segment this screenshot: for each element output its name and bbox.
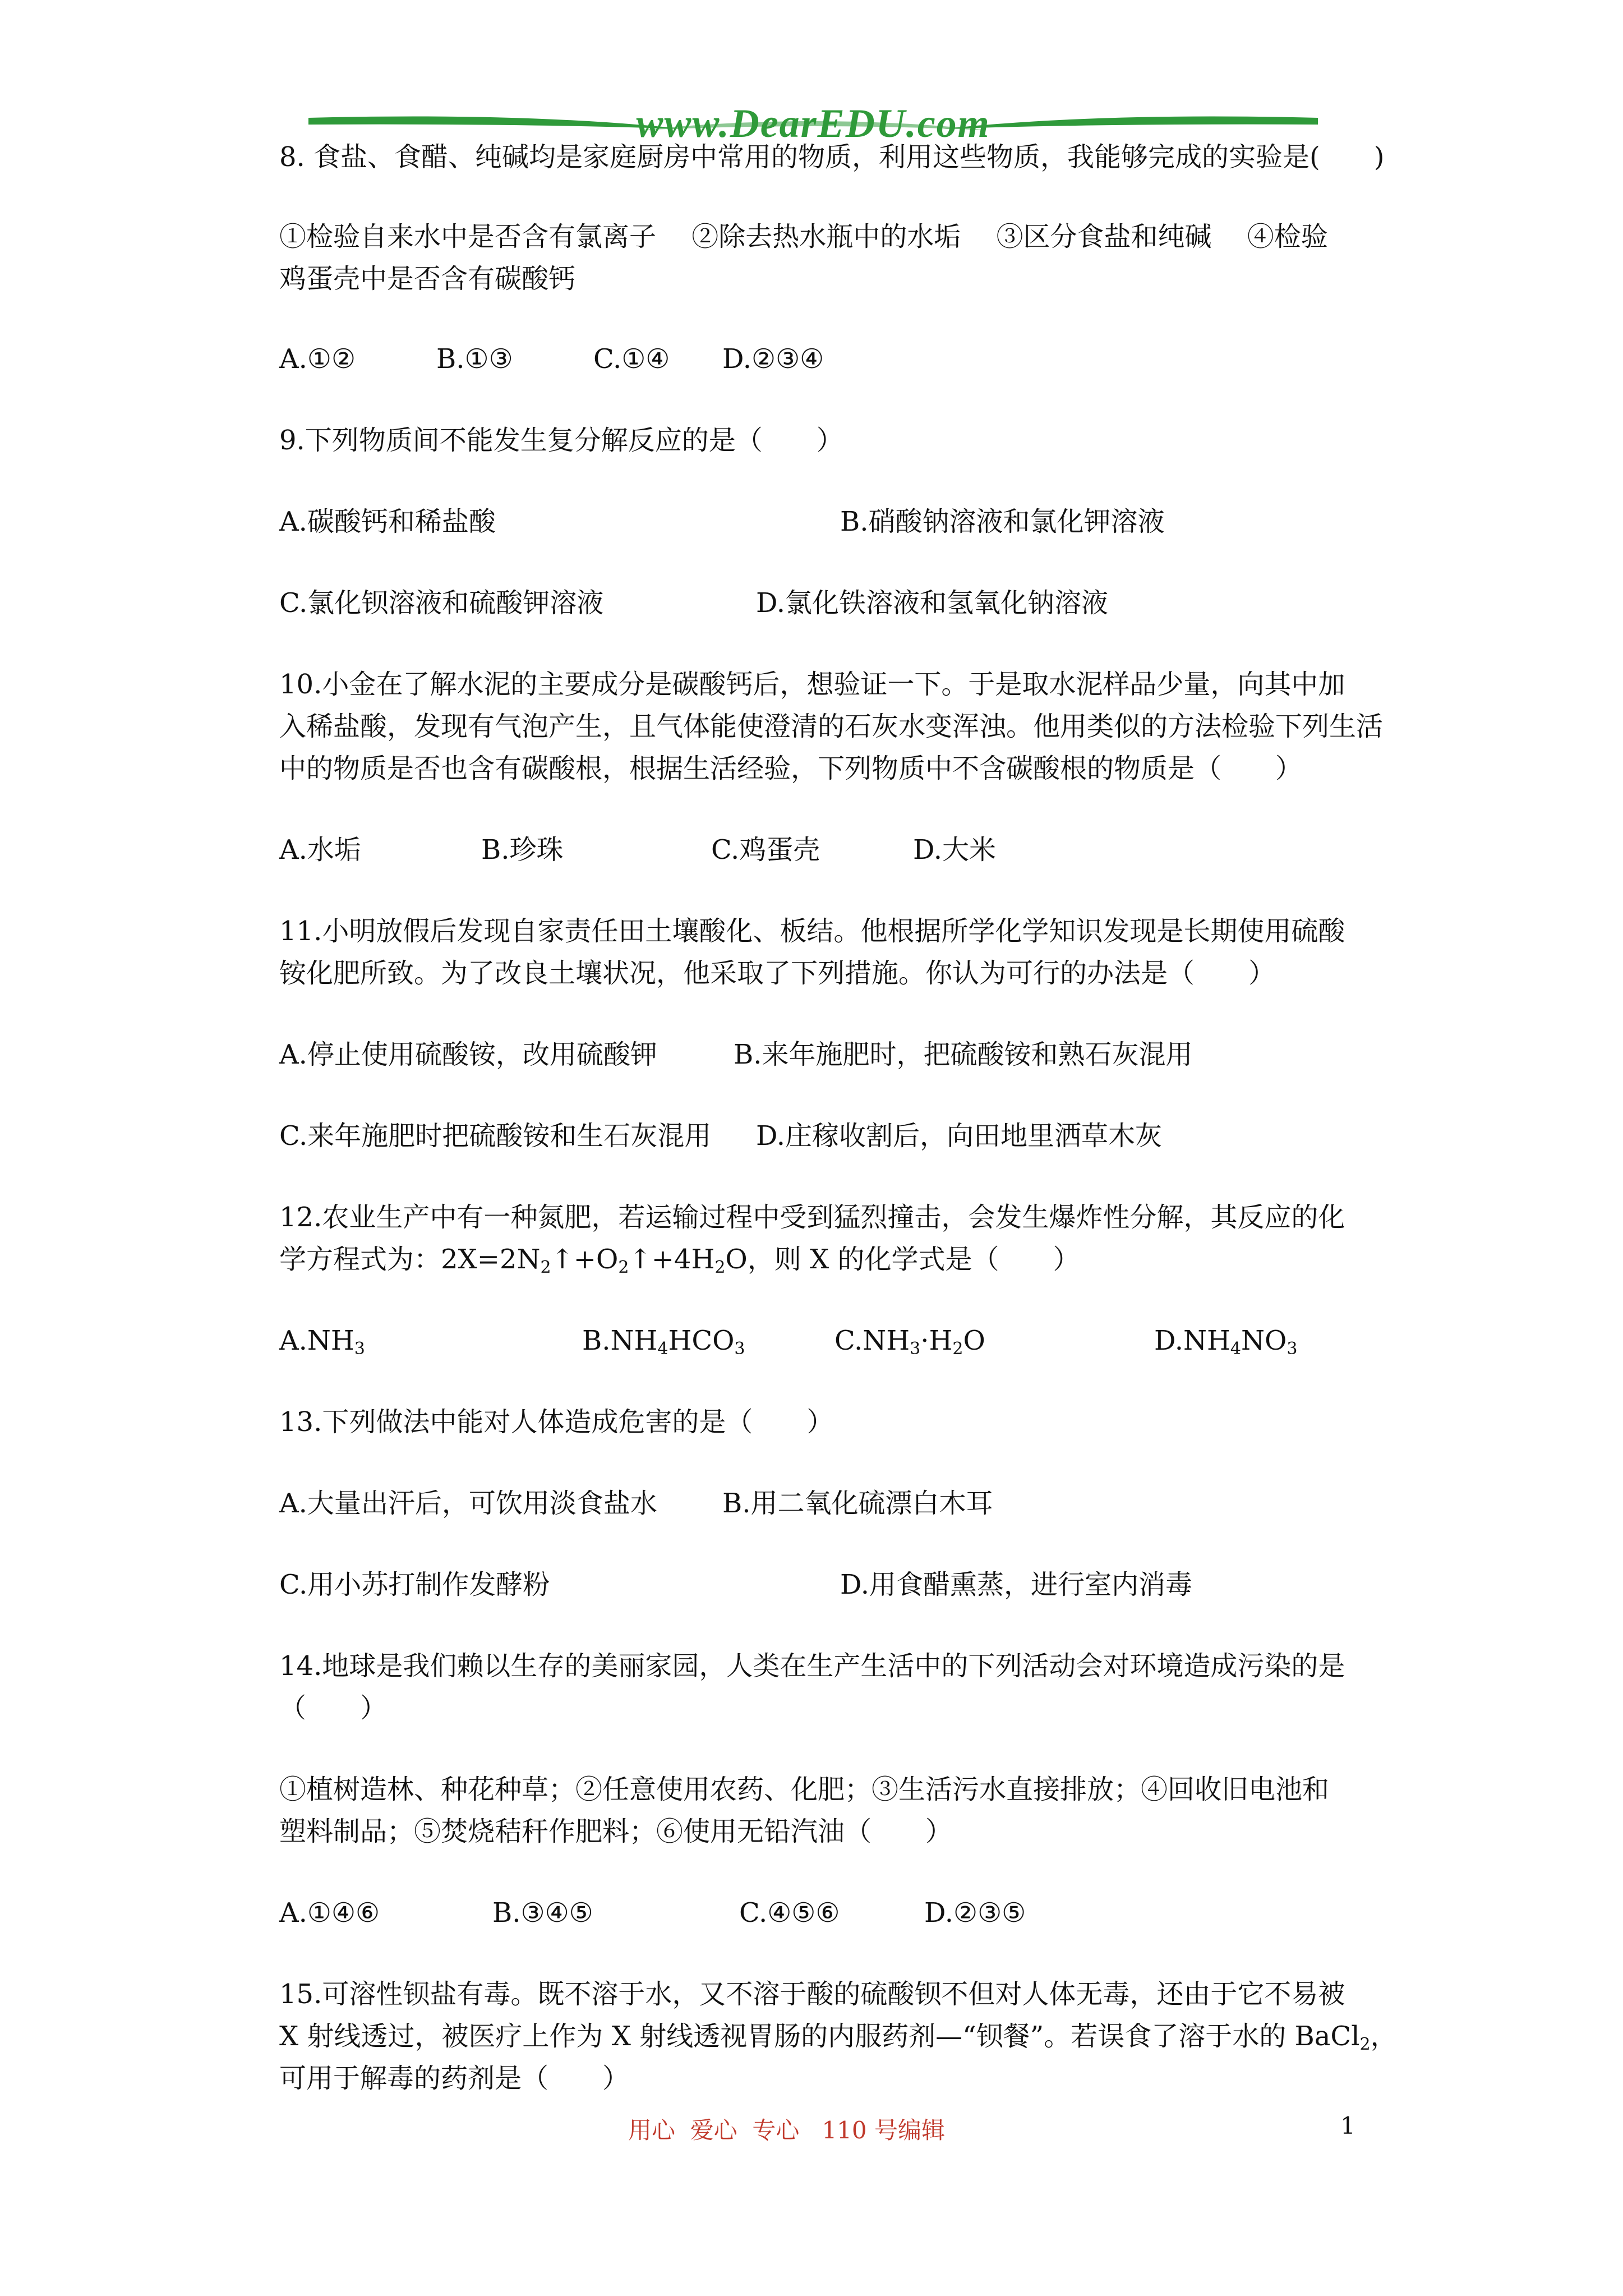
q14-option-d: D.②③⑤ xyxy=(924,1897,1026,1929)
q12-option-a xyxy=(279,1320,365,1362)
q9-option-d: D.氯化铁溶液和氢氧化钠溶液 xyxy=(756,587,1109,619)
q12-option-b-sub: 3 xyxy=(734,1339,745,1359)
page-footer-note: 用心 爱心 专心 110 号编辑 xyxy=(628,2116,945,2144)
q12-option-d-text: NO xyxy=(1241,1325,1287,1356)
q13-option-b: B.用二氧化硫漂白木耳 xyxy=(722,1488,993,1519)
q8-item-line-2: 鸡蛋壳中是否含有碳酸钙 xyxy=(279,263,576,295)
q14-option-c: C.④⑤⑥ xyxy=(739,1897,840,1929)
q12-option-c-sub: 2 xyxy=(952,1339,963,1359)
q12-option-b-sub: 4 xyxy=(657,1339,668,1359)
q10-option-a: A.水垢 xyxy=(279,834,361,866)
q11-option-c: C.来年施肥时把硫酸铵和生石灰混用 xyxy=(279,1120,712,1152)
q12-eq-sub: 2 xyxy=(714,1258,726,1277)
q14-option-a: A.①④⑥ xyxy=(279,1897,380,1929)
q15-line-2-sub: 2 xyxy=(1359,2035,1371,2054)
q12-eq-part: ↑+4H xyxy=(629,1244,715,1275)
q11-option-d: D.庄稼收割后，向田地里洒草木灰 xyxy=(756,1120,1163,1152)
q12-option-c-sub: 3 xyxy=(910,1339,921,1359)
q8-option-d: D.②③④ xyxy=(722,343,824,375)
q15-line-2 xyxy=(279,2016,1423,2058)
q11-option-b: B.来年施肥时，把硫酸铵和熟石灰混用 xyxy=(734,1039,1193,1070)
q12-option-d xyxy=(1154,1320,1297,1362)
q10-option-b: B.珍珠 xyxy=(481,834,564,866)
q9-option-c: C.氯化钡溶液和硫酸钾溶液 xyxy=(279,587,604,619)
page-number: 1 xyxy=(1340,2112,1355,2139)
q12-option-a-text: A.NH xyxy=(279,1325,354,1356)
q12-eq-part: O，则 X 的化学式是（ ） xyxy=(725,1244,1080,1275)
q10-option-c: C.鸡蛋壳 xyxy=(711,834,820,866)
q8-option-a: A.①② xyxy=(279,343,356,375)
q13-option-d: D.用食醋熏蒸，进行室内消毒 xyxy=(840,1569,1193,1600)
q13-option-a: A.大量出汗后，可饮用淡食盐水 xyxy=(279,1488,657,1519)
q15-line-2-text: X 射线透过，被医疗上作为 X 射线透视胃肠的内服药剂—“钡餐”。若误食了溶于水的 BaCl xyxy=(279,2021,1360,2052)
q8-item-line-1: ①检验自来水中是否含有氯离子 ②除去热水瓶中的水垢 ③区分食盐和纯碱 ④检验 xyxy=(279,221,1328,252)
q12-option-d-text: D.NH xyxy=(1154,1325,1230,1356)
q12-option-b-text: HCO xyxy=(668,1325,735,1356)
q12-eq-sub: 2 xyxy=(618,1258,629,1277)
q12-eq-part: ↑+O xyxy=(551,1244,619,1275)
q15-line-3: 可用于解毒的药剂是（ ） xyxy=(279,2063,630,2094)
q12-option-c-text: C.NH xyxy=(834,1325,910,1356)
q12-option-d-sub: 4 xyxy=(1230,1339,1241,1359)
q12-option-c-text: ·H xyxy=(920,1325,953,1356)
q9-option-b: B.硝酸钠溶液和氯化钾溶液 xyxy=(840,506,1165,537)
q11-line-1: 11.小明放假后发现自家责任田土壤酸化、板结。他根据所学化学知识发现是长期使用硫酸 xyxy=(279,915,1345,947)
q12-eq-sub: 2 xyxy=(540,1258,551,1277)
q13-stem: 13.下列做法中能对人体造成危害的是（ ） xyxy=(279,1406,834,1438)
q14-line-1: 14.地球是我们赖以生存的美丽家园，人类在生产生活中的下列活动会对环境造成污染的是 xyxy=(279,1650,1345,1682)
q10-line-2: 入稀盐酸，发现有气泡产生，且气体能使澄清的石灰水变浑浊。他用类似的方法检验下列生活 xyxy=(279,711,1384,742)
q12-eq-part: 学方程式为：2X=2N xyxy=(279,1244,541,1275)
q11-option-a: A.停止使用硫酸铵，改用硫酸钾 xyxy=(279,1039,657,1070)
q11-line-2: 铵化肥所致。为了改良土壤状况，他采取了下列措施。你认为可行的办法是（ ） xyxy=(279,958,1276,989)
q8-stem: 8. 食盐、食醋、纯碱均是家庭厨房中常用的物质，利用这些物质，我能够完成的实验是( ) xyxy=(279,141,1385,173)
q10-line-3: 中的物质是否也含有碳酸根，根据生活经验，下列物质中不含碳酸根的物质是（ ） xyxy=(279,753,1303,784)
q12-option-b xyxy=(582,1320,745,1362)
q8-option-b: B.①③ xyxy=(436,343,513,375)
q12-option-c xyxy=(834,1320,985,1362)
q9-option-a: A.碳酸钙和稀盐酸 xyxy=(279,506,496,537)
q14-option-b: B.③④⑤ xyxy=(492,1897,593,1929)
q14-line-2: （ ） xyxy=(279,1692,388,1724)
q8-option-c: C.①④ xyxy=(593,343,670,375)
q14-line-3: ①植树造林、种花种草；②任意使用农药、化肥；③生活污水直接排放；④回收旧电池和 xyxy=(279,1774,1330,1805)
q12-line-1: 12.农业生产中有一种氮肥，若运输过程中受到猛烈撞击，会发生爆炸性分解，其反应的化 xyxy=(279,1202,1345,1233)
q13-option-c: C.用小苏打制作发酵粉 xyxy=(279,1569,550,1600)
q12-equation-line xyxy=(279,1239,1423,1281)
q12-option-c-text: O xyxy=(963,1325,985,1356)
q10-option-d: D.大米 xyxy=(913,834,997,866)
q15-line-2-text: ， xyxy=(1370,2021,1398,2052)
q12-option-a-sub: 3 xyxy=(354,1339,365,1359)
q9-stem: 9.下列物质间不能发生复分解反应的是（ ） xyxy=(279,425,843,456)
q15-line-1: 15.可溶性钡盐有毒。既不溶于水，又不溶于酸的硫酸钡不但对人体无毒，还由于它不易被 xyxy=(279,1978,1345,2010)
q10-line-1: 10.小金在了解水泥的主要成分是碳酸钙后，想验证一下。于是取水泥样品少量，向其中加 xyxy=(279,669,1345,700)
q12-option-b-text: B.NH xyxy=(582,1325,658,1356)
q12-option-d-sub: 3 xyxy=(1287,1339,1298,1359)
site-logo-text: www.DearEDU.com xyxy=(636,101,990,146)
q14-line-4: 塑料制品；⑤焚烧秸秆作肥料；⑥使用无铅汽油（ ） xyxy=(279,1816,953,1847)
